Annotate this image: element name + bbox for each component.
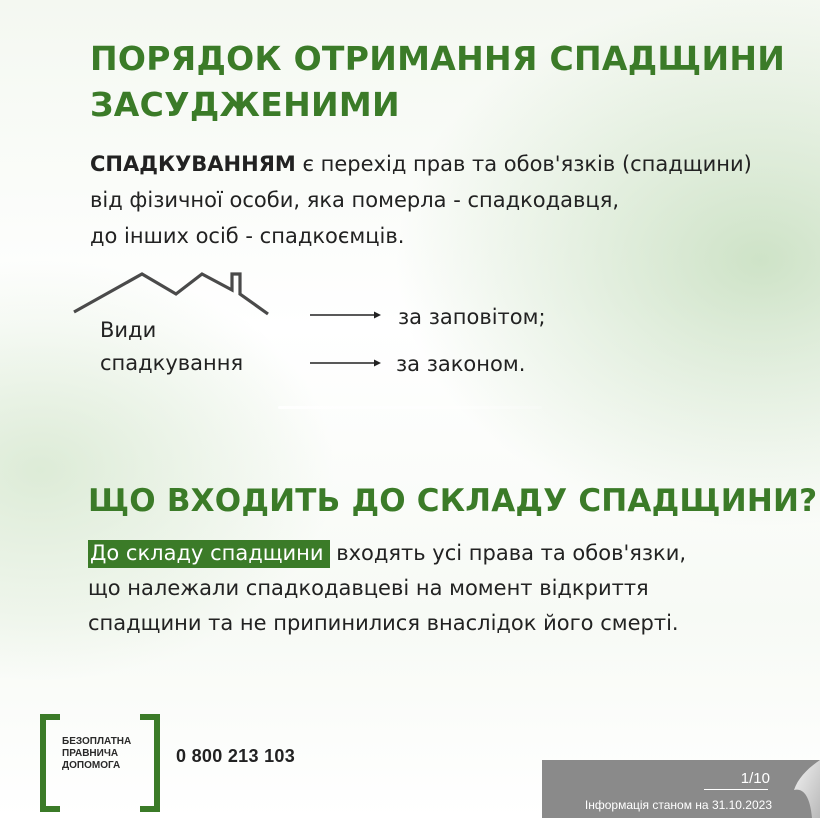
inheritance-types-label-line-1: Види — [100, 318, 157, 342]
inheritance-option-law: за законом. — [396, 352, 526, 376]
highlighted-term: До складу спадщини — [88, 540, 330, 568]
composition-line-3: спадщини та не припинилися внаслідок його смерті. — [88, 611, 679, 635]
definition-line-3: до інших осіб - спадкоємців. — [90, 224, 405, 248]
page-title-line-1: ПОРЯДОК ОТРИМАННЯ СПАДЩИНИ — [90, 39, 786, 78]
page-number: 1/10 — [740, 770, 770, 787]
logo-text — [62, 736, 131, 772]
composition-line-1-rest: входять усі права та обов'язки, — [329, 541, 687, 565]
page-curl-icon — [782, 760, 820, 818]
definition-paragraph — [90, 146, 810, 254]
page-number-underline — [704, 789, 768, 790]
logo-bracket-left — [40, 714, 60, 812]
info-box — [542, 760, 820, 818]
logo-bracket-right — [140, 714, 160, 812]
page-title-line-2: ЗАСУДЖЕНИМИ — [90, 85, 400, 124]
arrow-right-icon — [310, 357, 382, 369]
page-title — [90, 36, 785, 128]
definition-term: СПАДКУВАННЯМ — [90, 152, 296, 176]
logo-line-1: БЕЗОПЛАТНА — [62, 736, 132, 747]
section-heading: ЩО ВХОДИТЬ ДО СКЛАДУ СПАДЩИНИ? — [88, 483, 818, 519]
phone-number: 0 800 213 103 — [176, 746, 296, 766]
definition-line-2: від фізичної особи, яка померла - спадкодавця, — [90, 188, 620, 212]
composition-line-1 — [88, 536, 686, 571]
logo — [40, 714, 160, 806]
logo-line-3: ДОПОМОГА — [62, 760, 121, 771]
divider — [278, 406, 542, 409]
inheritance-types-label-line-2: спадкування — [100, 351, 244, 375]
definition-line-1 — [90, 146, 810, 182]
composition-line-2: що належали спадкодавцеві на момент відкриття — [88, 576, 649, 600]
info-date: Інформація станом на 31.10.2023 — [584, 798, 772, 812]
house-roof-icon — [72, 268, 272, 318]
logo-line-2: ПРАВНИЧА — [62, 748, 119, 759]
inheritance-option-will: за заповітом; — [398, 305, 546, 329]
composition-paragraph — [88, 536, 686, 641]
arrow-right-icon — [310, 309, 382, 321]
inheritance-types-label — [100, 314, 243, 380]
definition-line-1-rest: є перехід прав та обов'язків (спадщини) — [295, 152, 752, 176]
